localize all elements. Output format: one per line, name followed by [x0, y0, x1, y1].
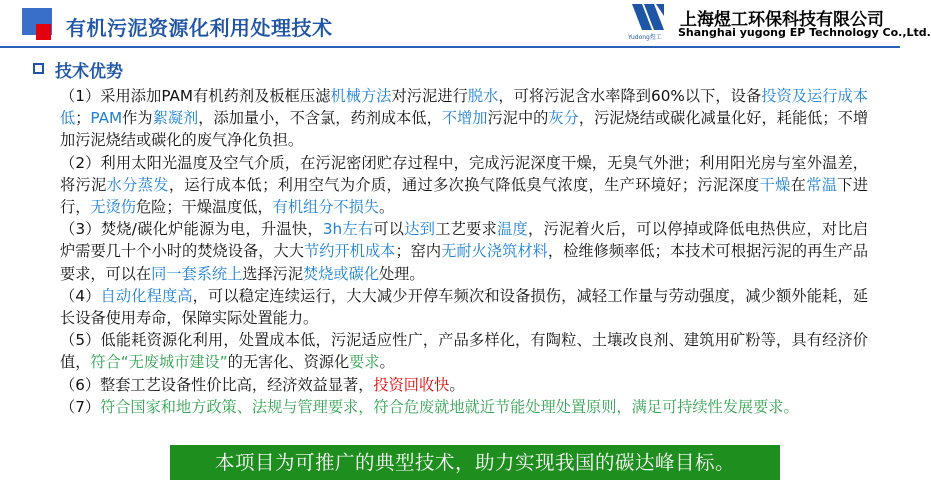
text-segment: 不增加 — [441, 109, 488, 128]
text-segment: 同一套系统上 — [151, 264, 243, 283]
text-segment: 投资回收快 — [373, 375, 450, 394]
text-segment: ； — [75, 109, 91, 128]
text-segment: 污泥中的 — [487, 109, 549, 128]
paragraph-2 — [60, 152, 868, 219]
text-segment: ，添加量小，不含氯，药剂成本低， — [198, 109, 442, 128]
text-segment: 自动化程度高 — [100, 286, 193, 305]
text-segment: （5）低能耗资源化利用，处置成本低，污泥适应性广，产品多样化，有陶粒、土壤改良剂、建筑用矿粉等，具有经济价值， — [60, 331, 868, 372]
text-segment: ，污泥烧结或碳化减量化好，耗能低；不增加污泥烧结或碳化的废气净化负担。 — [60, 109, 869, 150]
section-bullet-icon — [33, 63, 44, 74]
section-title: 技术优势 — [55, 62, 123, 82]
paragraph-4 — [60, 285, 868, 329]
text-segment: 符合“无废城市建设” — [90, 353, 228, 372]
paragraph-6 — [60, 374, 868, 396]
text-segment: ，可将污泥含水率降到60%以下，设备 — [498, 87, 762, 105]
text-segment: 选择污泥 — [242, 264, 303, 283]
text-segment: 。 — [379, 353, 395, 372]
text-segment: 机械方法 — [330, 87, 392, 105]
text-segment: 脱水 — [467, 87, 499, 105]
text-segment: 要求 — [349, 353, 380, 372]
text-segment: 焚烧或碳化 — [303, 264, 379, 283]
text-segment: （4） — [60, 286, 101, 305]
text-segment: （7） — [60, 397, 101, 416]
text-segment: ，污泥着火后，可以停掉或降低电热供应，对比启炉需要几十个小时的焚烧设备，大大 — [60, 220, 869, 261]
banner-text: 本项目为可推广的典型技术，助力实现我国的碳达峰目标。 — [214, 451, 735, 474]
text-segment: 达到 — [404, 220, 436, 239]
text-segment: 投资及运行成本低 — [60, 87, 869, 128]
text-segment: 。 — [449, 375, 465, 394]
logo-caption: Yudong煜工 — [628, 34, 662, 41]
company-logo-icon — [630, 2, 666, 32]
text-segment: ，检维修频率低；本技术可根据污泥的再生产品要求，可以在 — [60, 242, 869, 283]
text-segment: 常温 — [806, 175, 838, 194]
paragraph-5 — [60, 329, 868, 373]
text-segment: 节约开机成本 — [303, 242, 396, 261]
paragraph-7 — [60, 396, 868, 418]
text-segment: 3h左右 — [322, 220, 374, 239]
text-segment: 。 — [378, 198, 395, 217]
text-segment: 有机组分不损失 — [272, 198, 379, 217]
text-segment: 絮凝剂 — [152, 109, 199, 128]
text-segment: （2）利用太阳光温度及空气介质，在污泥密闭贮存过程中，完成污泥深度干燥，无臭气外泄；利用阳光房与室外温差，将污泥 — [60, 153, 868, 194]
text-segment: 干燥 — [759, 175, 791, 194]
text-segment: 可以 — [373, 220, 405, 239]
text-segment: 灰分 — [548, 109, 579, 128]
text-segment: （6）整套工艺设备性价比高，经济效益显著， — [60, 375, 374, 394]
text-segment: 危险；干燥温度低， — [135, 198, 273, 217]
paragraph-3 — [60, 218, 868, 285]
text-segment: 符合国家和地方政策、法规与管理要求，符合危废就地就近节能处理处置原则，满足可持续性发展要求。 — [100, 397, 799, 416]
text-segment: 下进行， — [60, 175, 869, 217]
text-segment: （3）焚烧/碳化炉能源为电，升温快， — [60, 220, 323, 239]
header-divider — [0, 46, 900, 48]
company-name-en: Shanghai yugong EP Technology Co.,Ltd. — [678, 26, 931, 39]
company-name-cn: 上海煜工环保科技有限公司 — [680, 10, 884, 30]
text-segment: 作为 — [122, 109, 153, 128]
text-segment: 在 — [790, 175, 807, 194]
text-segment: PAM — [90, 109, 123, 128]
logo-square-red — [36, 24, 51, 40]
body-text — [60, 85, 868, 418]
text-segment: 无烫伤 — [90, 198, 136, 217]
text-segment: 水分蒸发 — [106, 175, 169, 194]
paragraph-1 — [60, 85, 868, 152]
text-segment: 处理。 — [378, 264, 425, 283]
text-segment: ，运行成本低；利用空气为介质，通过多次换气降低臭气浓度，生产环境好；污泥深度 — [168, 175, 760, 194]
page-title: 有机污泥资源化利用处理技术 — [66, 16, 333, 40]
text-segment: 工艺要求 — [435, 220, 498, 239]
conclusion-banner — [170, 445, 780, 480]
text-segment: 温度 — [497, 220, 529, 239]
text-segment: ；窑内 — [395, 242, 442, 261]
text-segment: （1）采用添加PAM有机药剂及板框压滤 — [60, 87, 331, 105]
text-segment: ，可以稳定连续运行，大大减少开停车频次和设备损伤，减轻工作量与劳动强度，减少额外能耗，延长设备使用寿命，保障实际处置能力。 — [60, 286, 869, 328]
text-segment: 无耐火浇筑材料 — [441, 242, 548, 261]
text-segment: 的无害化、资源化 — [227, 353, 350, 372]
text-segment: 对污泥进行 — [391, 87, 468, 105]
